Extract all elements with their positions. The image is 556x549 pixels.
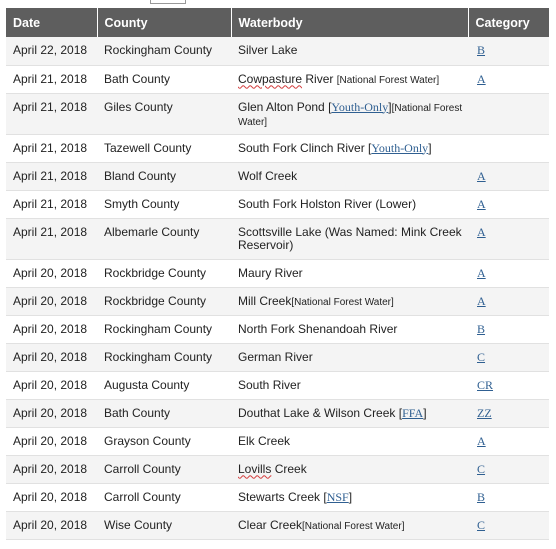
category-cell — [468, 399, 549, 427]
county-cell: Tazewell County — [97, 134, 231, 162]
waterbody-cell — [231, 259, 468, 287]
county-cell: Rockbridge County — [97, 287, 231, 315]
date-cell: April 21, 2018 — [6, 162, 97, 190]
waterbody-name: North Fork Shenandoah River — [238, 321, 398, 336]
table-row — [6, 37, 549, 65]
category-cell — [468, 190, 549, 218]
waterbody-name: Maury River — [238, 265, 303, 280]
county-cell: Carroll County — [97, 455, 231, 483]
county-cell: Rockingham County — [97, 315, 231, 343]
date-cell: April 21, 2018 — [6, 190, 97, 218]
category-cell — [468, 371, 549, 399]
date-cell: April 20, 2018 — [6, 399, 97, 427]
category-cell — [468, 65, 549, 93]
date-cell: April 20, 2018 — [6, 259, 97, 287]
waterbody-cell — [231, 65, 468, 93]
county-cell: Bland County — [97, 162, 231, 190]
column-header-county[interactable]: County — [97, 8, 231, 37]
table-row — [6, 399, 549, 427]
national-forest-note: [National Forest Water] — [302, 520, 405, 532]
county-cell: Carroll County — [97, 483, 231, 511]
category-link[interactable]: A — [477, 168, 486, 183]
table-row — [6, 455, 549, 483]
waterbody-name: South Fork Holston River (Lower) — [238, 196, 417, 211]
stocking-table — [6, 8, 549, 540]
table-row — [6, 315, 549, 343]
waterbody-name: Creek — [271, 461, 307, 476]
waterbody-name: German River — [238, 349, 313, 364]
waterbody-cell — [231, 218, 468, 259]
date-cell: April 21, 2018 — [6, 65, 97, 93]
date-cell: April 20, 2018 — [6, 287, 97, 315]
waterbody-cell: Stewarts Creek [NSF] — [231, 483, 468, 511]
waterbody-name: South River — [238, 377, 301, 392]
waterbody-cell — [231, 511, 468, 539]
county-cell: Smyth County — [97, 190, 231, 218]
waterbody-name: Glen Alton Pond — [238, 99, 329, 114]
date-cell: April 22, 2018 — [6, 37, 97, 65]
category-link[interactable]: A — [477, 196, 486, 211]
category-link[interactable]: C — [477, 517, 486, 532]
category-link[interactable]: A — [477, 265, 486, 280]
waterbody-cell — [231, 343, 468, 371]
category-cell — [468, 511, 549, 539]
cropped-date-input[interactable] — [150, 0, 186, 4]
category-cell — [468, 483, 549, 511]
waterbody-name: Elk Creek — [238, 433, 291, 448]
category-cell — [468, 343, 549, 371]
date-cell: April 20, 2018 — [6, 343, 97, 371]
date-cell: April 20, 2018 — [6, 315, 97, 343]
category-cell — [468, 259, 549, 287]
waterbody-cell — [231, 37, 468, 65]
category-cell — [468, 162, 549, 190]
county-cell: Bath County — [97, 65, 231, 93]
category-link[interactable]: ZZ — [477, 405, 492, 420]
youth-only-link[interactable]: Youth-Only — [331, 99, 389, 114]
table-row — [6, 343, 549, 371]
national-forest-note: [National Forest Water] — [291, 296, 394, 308]
date-cell: April 21, 2018 — [6, 134, 97, 162]
table-header-row — [6, 8, 549, 37]
category-cell — [468, 455, 549, 483]
table-row — [6, 218, 549, 259]
waterbody-name-misspelled: Cowpasture — [238, 71, 303, 86]
table-row — [6, 287, 549, 315]
category-link[interactable]: A — [477, 71, 486, 86]
date-cell: April 20, 2018 — [6, 483, 97, 511]
date-cell: April 21, 2018 — [6, 93, 97, 134]
category-link[interactable]: A — [477, 433, 486, 448]
cropped-header-strip — [0, 0, 556, 8]
waterbody-name: River — [302, 71, 337, 86]
waterbody-cell — [231, 315, 468, 343]
waterbody-name: Wolf Creek — [238, 168, 298, 183]
date-cell: April 21, 2018 — [6, 218, 97, 259]
national-forest-note: [National Forest Water] — [336, 74, 440, 86]
nsf-link[interactable]: NSF — [326, 489, 349, 504]
category-link[interactable]: B — [477, 489, 486, 504]
waterbody-cell: Glen Alton Pond [Youth-Only][National Forest Water] — [231, 93, 468, 134]
category-link[interactable]: B — [477, 43, 486, 57]
table-row — [6, 483, 549, 511]
category-cell — [468, 37, 549, 65]
waterbody-cell — [231, 162, 468, 190]
national-forest-note: [National Forest Water] — [238, 102, 463, 128]
youth-only-link[interactable]: Youth-Only — [371, 140, 429, 155]
category-link[interactable]: B — [477, 321, 486, 336]
waterbody-name: Stewarts Creek — [238, 489, 324, 504]
waterbody-cell: Douthat Lake & Wilson Creek [FFA] — [231, 399, 468, 427]
waterbody-name: South Fork Clinch River — [238, 140, 369, 155]
column-header-date[interactable]: Date — [6, 8, 97, 37]
category-link[interactable]: A — [477, 293, 486, 308]
table-row — [6, 190, 549, 218]
table-row — [6, 134, 549, 162]
waterbody-cell — [231, 427, 468, 455]
county-cell: Bath County — [97, 399, 231, 427]
category-cell — [468, 134, 549, 162]
county-cell: Rockingham County — [97, 37, 231, 65]
county-cell: Augusta County — [97, 371, 231, 399]
waterbody-name: Silver Lake — [238, 43, 298, 57]
column-header-waterbody[interactable]: Waterbody — [231, 8, 468, 37]
category-link[interactable]: C — [477, 461, 486, 476]
column-header-category[interactable]: Category — [475, 15, 530, 30]
county-cell: Wise County — [97, 511, 231, 539]
county-cell: Giles County — [97, 93, 231, 134]
category-link[interactable]: CR — [477, 377, 494, 392]
waterbody-cell — [231, 287, 468, 315]
table-row — [6, 259, 549, 287]
category-cell — [468, 218, 549, 259]
date-cell: April 20, 2018 — [6, 427, 97, 455]
waterbody-name: Mill Creek — [238, 293, 292, 308]
date-cell: April 20, 2018 — [6, 455, 97, 483]
ffa-link[interactable]: FFA — [402, 405, 424, 420]
waterbody-name: Scottsville Lake (Was Named: Mink Creek Reservoir) — [238, 224, 462, 252]
waterbody-name-misspelled: Lovills — [238, 461, 272, 476]
table-row — [6, 427, 549, 455]
waterbody-name: Douthat Lake & Wilson Creek — [238, 405, 399, 420]
category-cell — [468, 315, 549, 343]
waterbody-cell — [231, 455, 468, 483]
date-cell: April 20, 2018 — [6, 511, 97, 539]
table-row — [6, 371, 549, 399]
table-row — [6, 93, 549, 134]
table-row — [6, 511, 549, 539]
category-link[interactable]: A — [477, 224, 486, 239]
table-row — [6, 65, 549, 93]
date-cell: April 20, 2018 — [6, 371, 97, 399]
category-cell — [468, 93, 549, 134]
category-link[interactable]: C — [477, 349, 486, 364]
waterbody-cell — [231, 190, 468, 218]
waterbody-cell: South Fork Clinch River [Youth-Only] — [231, 134, 468, 162]
county-cell: Albemarle County — [97, 218, 231, 259]
waterbody-cell — [231, 371, 468, 399]
table-row — [6, 162, 549, 190]
county-cell: Grayson County — [97, 427, 231, 455]
county-cell: Rockingham County — [97, 343, 231, 371]
category-cell — [468, 287, 549, 315]
county-cell: Rockbridge County — [97, 259, 231, 287]
category-cell — [468, 427, 549, 455]
waterbody-name: Clear Creek — [238, 517, 303, 532]
